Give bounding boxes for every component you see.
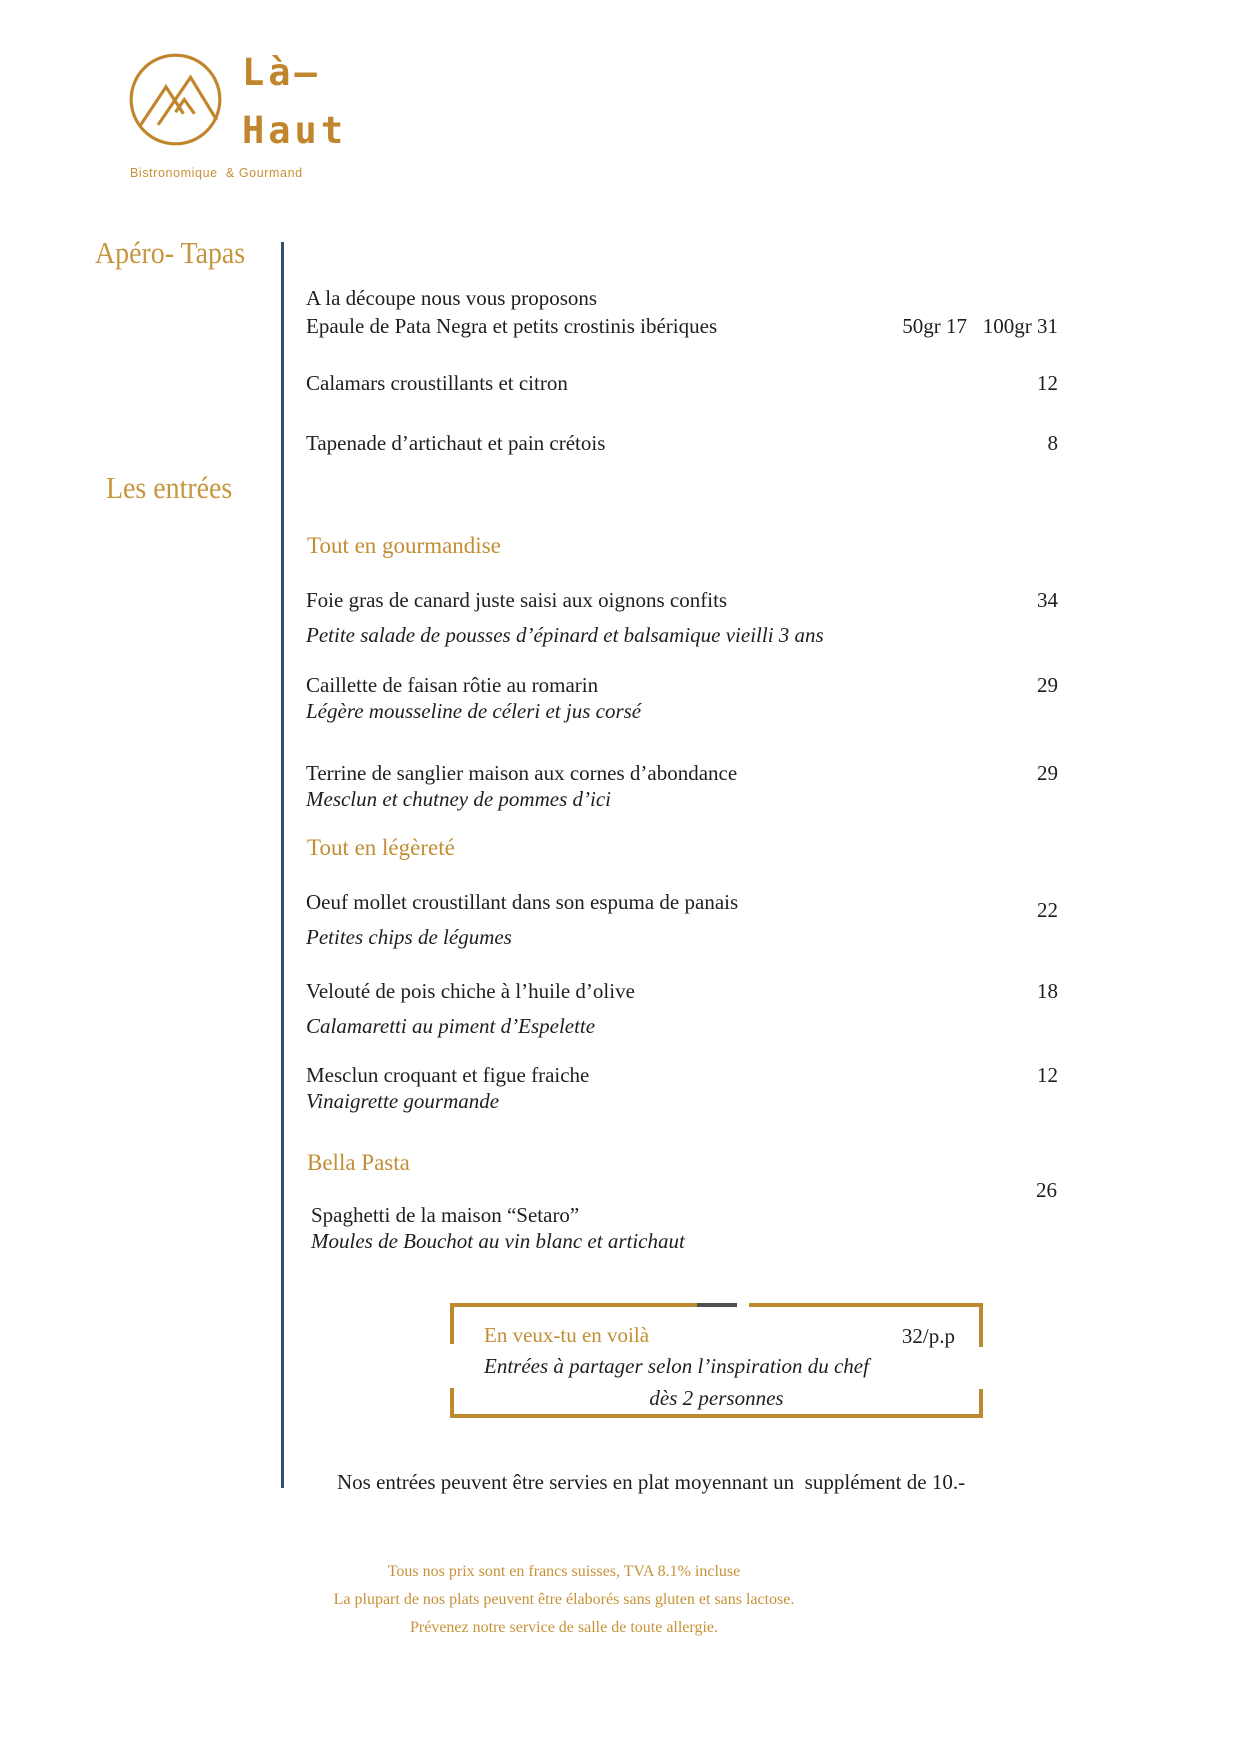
offer-title: En veux-tu en voilà: [484, 1323, 650, 1347]
frame-gap: [737, 1303, 749, 1307]
supplement-note: Nos entrées peuvent être servies en plat moyennant un supplément de 10.-: [337, 1470, 966, 1494]
item-description: Légère mousseline de céleri et jus corsé: [306, 699, 642, 723]
menu-item-mesclun-figue: [306, 1062, 1058, 1114]
sharing-offer-box: [450, 1303, 983, 1418]
frame-gap: [450, 1344, 454, 1388]
item-name: Caillette de faisan rôtie au romarin: [306, 673, 599, 697]
section-label-les-entrees: Les entrées: [106, 470, 233, 505]
offer-price: 32/p.p: [901, 1324, 955, 1348]
item-price: 34: [1037, 588, 1058, 612]
item-name: Velouté de pois chiche à l’huile d’olive: [306, 979, 635, 1003]
item-name: Mesclun croquant et figue fraiche: [306, 1063, 590, 1087]
item-price: 29: [1037, 673, 1058, 697]
footer-line-prices: Tous nos prix sont en francs suisses, TVA 8.1% incluse: [387, 1563, 741, 1580]
brand-name-line1: Là—: [242, 51, 321, 94]
subsection-heading-legerete: Tout en légèreté: [307, 835, 455, 860]
menu-item-spaghetti: [311, 1202, 1063, 1254]
item-price: 50gr 17 100gr 31: [902, 314, 1058, 338]
menu-item-pata-negra: [306, 284, 1058, 340]
item-description: Calamaretti au piment d’Espelette: [306, 1014, 596, 1038]
item-name: Oeuf mollet croustillant dans son espuma de panais: [306, 890, 739, 914]
section-label-apero-tapas: Apéro- Tapas: [95, 235, 246, 270]
item-description: Moules de Bouchot au vin blanc et artichaut: [311, 1229, 685, 1253]
subsection-heading-bella-pasta: Bella Pasta: [307, 1150, 410, 1175]
item-price: 18: [1037, 979, 1058, 1003]
item-name: Epaule de Pata Negra et petits crostinis ibériques: [306, 314, 718, 338]
item-description: Mesclun et chutney de pommes d’ici: [306, 787, 611, 811]
item-description: Petites chips de légumes: [306, 925, 512, 949]
item-description: Vinaigrette gourmande: [306, 1089, 500, 1113]
item-price: 26: [1036, 1178, 1057, 1202]
item-description: Petite salade de pousses d’épinard et balsamique vieilli 3 ans: [306, 623, 824, 647]
frame-gap: [979, 1347, 983, 1389]
item-price: 12: [1037, 1063, 1058, 1087]
item-price: 29: [1037, 761, 1058, 785]
footer-line-allergy: Prévenez notre service de salle de toute allergie.: [409, 1619, 718, 1636]
frame-dark-dash: [697, 1303, 737, 1307]
menu-item-tapenade: [306, 430, 1058, 457]
vertical-divider: [281, 242, 284, 1488]
menu-item-oeuf-mollet: [306, 885, 1058, 955]
item-price: 12: [1037, 371, 1058, 395]
menu-item-caillette: [306, 672, 1058, 724]
item-price: 22: [1037, 898, 1058, 922]
item-name: Foie gras de canard juste saisi aux oignons confits: [306, 588, 728, 612]
offer-description: Entrées à partager selon l’inspiration du chef: [484, 1354, 869, 1378]
menu-item-veloute: [306, 974, 1058, 1044]
offer-minimum: dès 2 personnes: [649, 1386, 784, 1410]
brand-tagline: Bistronomique & Gourmand: [130, 166, 303, 180]
mountain-logo-icon: [128, 52, 223, 147]
item-name: Spaghetti de la maison “Setaro”: [311, 1203, 580, 1227]
footer-line-allergens: La plupart de nos plats peuvent être élaborés sans gluten et sans lactose.: [333, 1591, 795, 1608]
item-name: Terrine de sanglier maison aux cornes d’abondance: [306, 761, 738, 785]
footer-notes: [64, 1558, 1064, 1642]
item-price: 8: [1047, 431, 1058, 455]
menu-item-calamars: [306, 370, 1058, 397]
menu-item-foie-gras: [306, 583, 1058, 653]
menu-item-terrine: [306, 760, 1058, 812]
item-name: Tapenade d’artichaut et pain crétois: [306, 431, 606, 455]
item-name: Calamars croustillants et citron: [306, 371, 568, 395]
item-name: A la découpe nous vous proposons: [306, 286, 598, 310]
subsection-heading-gourmandise: Tout en gourmandise: [307, 533, 501, 558]
brand-name-line2: Haut: [242, 109, 348, 152]
